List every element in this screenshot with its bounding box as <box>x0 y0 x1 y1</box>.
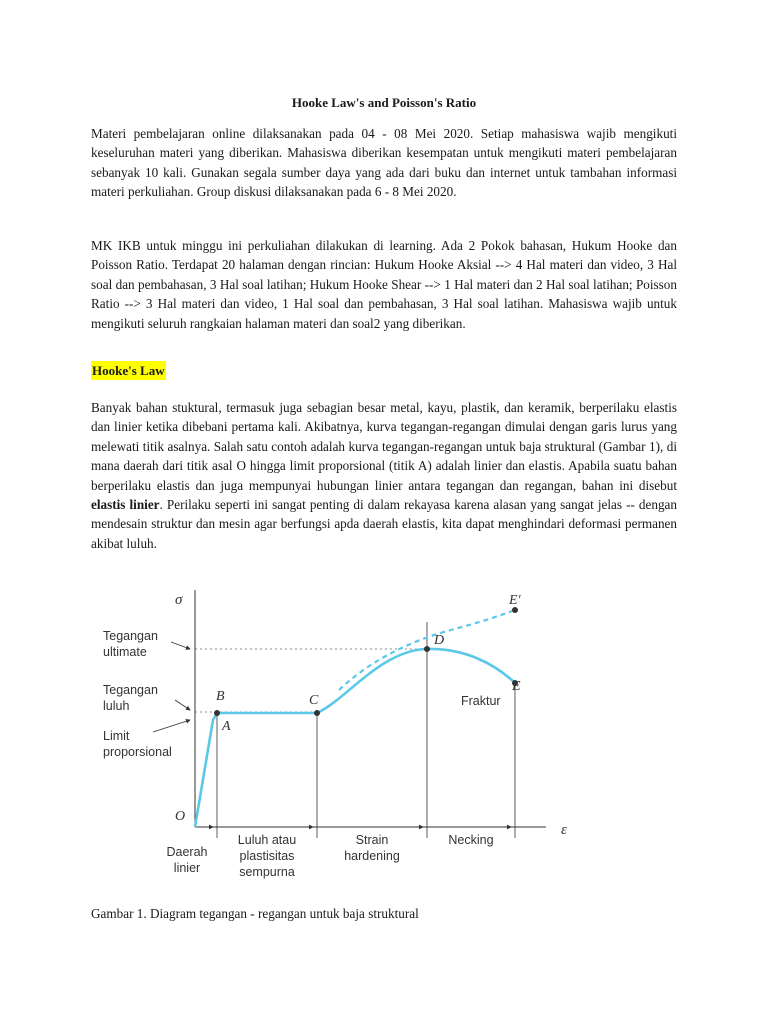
hooke-text-after: . Perilaku seperti ini sangat penting di dalam rekayasa karena alasan yang sangat jelas -- dengan mendesain struktur dan mesin agar berfungsi apda daerah elastis, kita dapat menghindari deformasi permanen akibat luluh. <box>91 497 677 551</box>
point-a-label: A <box>222 719 231 734</box>
stress-strain-diagram <box>91 580 681 880</box>
region-linier-label-1: Daerah <box>166 845 208 859</box>
ultimate-label-2: ultimate <box>103 645 147 659</box>
point-d-label: D <box>434 633 445 648</box>
hooke-paragraph <box>91 398 677 553</box>
schedule-paragraph: MK IKB untuk minggu ini perkuliahan dilakukan di learning. Ada 2 Pokok bahasan, Hukum Hooke dan Poisson Ratio. Terdapat 20 halaman dengan rincian: Hukum Hooke Aksial --> 4 Hal materi dan video, 3 Hal soal dan pembahasan, 3 Hal soal latihan; Hukum Hooke Shear --> 1 Hal materi dan 2 Hal soal latihan; Poisson Ratio --> 3 Hal materi dan video, 1 Hal soal dan pembahasan, 3 Hal soal latihan. Mahasiswa wajib untuk mengikuti seluruh rangkaian halaman materi dan soal2 yang diberikan. <box>91 238 677 331</box>
region-strain-label-2: hardening <box>344 849 400 863</box>
intro-paragraph: Materi pembelajaran online dilaksanakan pada 04 - 08 Mei 2020. Setiap mahasiswa wajib mengikuti keseluruhan materi yang diberikan. Mahasiswa diberikan kesempatan untuk mengikuti materi pembelajaran sebanyak 10 kali. Gunakan segala sumber daya yang ada dari buku dan internet untuk tambahan informasi materi perkuliahan. Group diskusi dilaksanakan pada 6 - 8 Mei 2020. <box>91 126 677 200</box>
stress-strain-figure <box>91 580 681 880</box>
region-strain-label-1: Strain <box>355 833 389 847</box>
region-linier-label-2: linier <box>173 861 201 875</box>
point-e-prime-label: E′ <box>509 593 521 608</box>
section-heading: Hooke's Law <box>92 363 165 378</box>
yield-label-1: Tegangan <box>103 683 158 697</box>
y-axis-symbol: σ <box>175 592 183 608</box>
region-luluh-label-1: Luluh atau <box>237 833 297 847</box>
ultimate-arrow <box>171 642 190 649</box>
limit-arrow <box>153 720 190 732</box>
region-luluh-label-3: sempurna <box>239 865 295 879</box>
point-e-label: E <box>512 679 521 694</box>
region-necking-label: Necking <box>448 833 494 847</box>
ultimate-label-1: Tegangan <box>103 629 158 643</box>
point-d-marker <box>424 646 430 652</box>
hooke-text-before: Banyak bahan stuktural, termasuk juga sebagian besar metal, kayu, plastik, dan keramik, berperilaku elastis dan linier ketika dibebani pertama kali. Akibatnya, kurva tegangan-regangan dimulai dengan garis lurus yang melewati titik asalnya. Salah satu contoh adalah kurva tegangan-regangan untuk baja struktural (Gambar 1), di mana daerah dari titik asal O hingga limit proporsional (titik A) adalah linier dan elastis. Apabila suatu bahan berperilaku elastis dan juga mempunyai hubungan linier antara tegangan dan regangan, bahan ini disebut <box>91 400 677 493</box>
region-luluh-label-2: plastisitas <box>239 849 295 863</box>
limit-label-1: Limit <box>103 729 130 743</box>
document-title: Hooke Law's and Poisson's Ratio <box>291 95 477 110</box>
fracture-label: Fraktur <box>461 694 501 708</box>
elastis-linier-term: elastis linier <box>91 497 160 513</box>
point-c-label: C <box>309 693 319 708</box>
point-o-label: O <box>175 809 186 824</box>
point-b-label: B <box>216 689 225 704</box>
figure-caption: Gambar 1. Diagram tegangan - regangan untuk baja struktural <box>91 906 419 921</box>
point-c-marker <box>314 710 320 716</box>
point-b-marker <box>214 710 220 716</box>
limit-label-2: proporsional <box>103 745 172 759</box>
yield-arrow <box>175 700 190 710</box>
yield-label-2: luluh <box>103 699 130 713</box>
x-axis-symbol: ε <box>561 822 567 838</box>
